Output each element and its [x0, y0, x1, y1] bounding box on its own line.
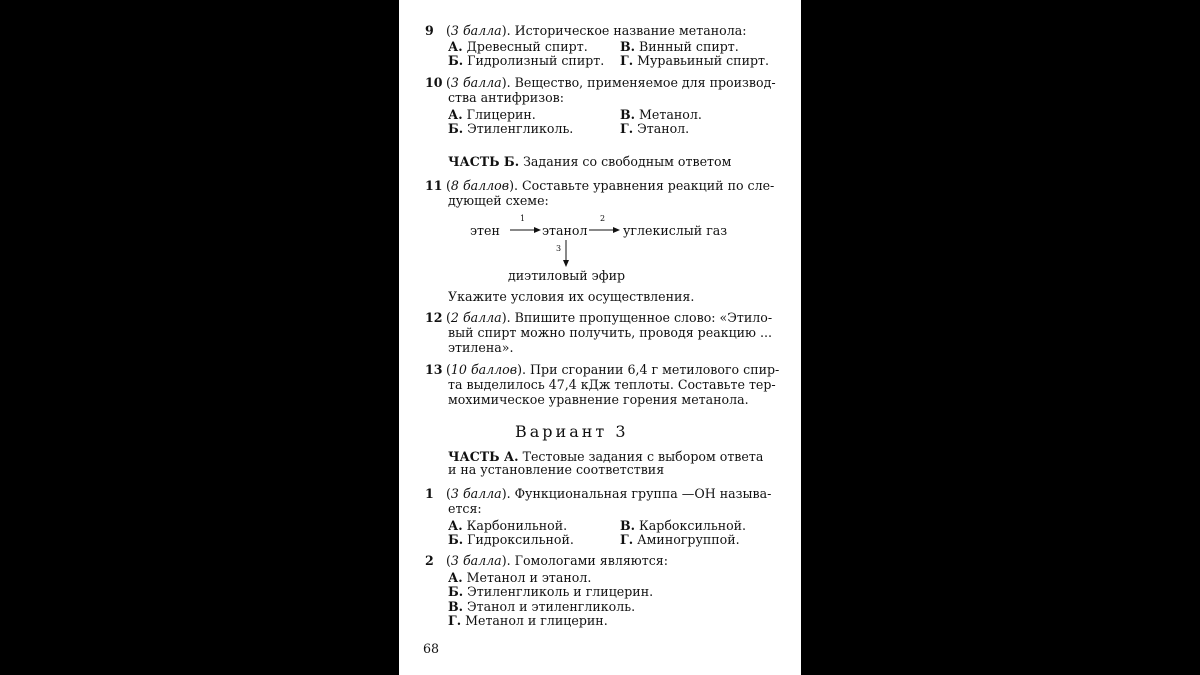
book-page [399, 0, 801, 675]
option-g: Г. Муравьиный спирт. [620, 53, 769, 68]
scheme-ethene: этен [470, 223, 500, 238]
question-9 [425, 23, 434, 38]
scheme-arrow-1 [510, 226, 542, 234]
question-12-text: (2 балла). Впишите пропущенное слово: «Этило- [446, 310, 773, 325]
scheme-arrow-2 [589, 226, 621, 234]
scheme-step-2: 2 [600, 214, 606, 223]
option-g: Г. Этанол. [620, 121, 690, 136]
question-10-text-2: ства антифризов: [448, 90, 564, 105]
question-11-text: (8 баллов). Составьте уравнения реакций по сле- [446, 178, 775, 193]
scheme-co2: углекислый газ [623, 223, 728, 238]
scheme-ether: диэтиловый эфир [508, 268, 626, 283]
option-g: Г. Аминогруппой. [620, 532, 740, 547]
page-number: 68 [423, 641, 440, 656]
points: 3 балла [450, 23, 502, 38]
question-10 [425, 75, 443, 90]
option-a: А. Глицерин. [448, 107, 536, 122]
question-10-text: (3 балла). Вещество, применяемое для производ- [446, 75, 776, 90]
part-a-heading-2: и на установление соответствия [448, 462, 665, 477]
option-v: В. Карбоксильной. [620, 518, 747, 533]
question-12-text-2: вый спирт можно получить, проводя реакцию ... [448, 325, 773, 340]
part-a-heading: ЧАСТЬ А. Тестовые задания с выбором ответа [448, 449, 764, 464]
question-9-text: (3 балла). Историческое название метанола: [446, 23, 747, 38]
option-v: В. Этанол и этиленгликоль. [448, 599, 636, 614]
question-13: 13 [425, 362, 443, 377]
question-11: 11 [425, 178, 443, 193]
question-13-text-2: та выделилось 47,4 кДж теплоты. Составьте тер- [448, 377, 776, 392]
v3-question-2-text: (3 балла). Гомологами являются: [446, 553, 668, 568]
question-12-text-3: этилена». [448, 340, 514, 355]
scheme-step-3: 3 [556, 244, 562, 253]
option-b: Б. Гидроксильной. [448, 532, 574, 547]
question-12: 12 [425, 310, 443, 325]
question-11-text-2: дующей схеме: [448, 193, 549, 208]
scheme-step-1: 1 [520, 214, 526, 223]
question-13-text-3: мохимическое уравнение горения метанола. [448, 392, 749, 407]
option-b: Б. Этиленгликоль и глицерин. [448, 584, 654, 599]
option-a: А. Метанол и этанол. [448, 570, 592, 585]
option-g: Г. Метанол и глицерин. [448, 613, 608, 628]
scheme-ethanol: этанол [542, 223, 588, 238]
option-b: Б. Гидролизный спирт. [448, 53, 605, 68]
question-11-note: Укажите условия их осуществления. [448, 289, 695, 304]
v3-question-1-text-2: ется: [448, 501, 482, 516]
question-text: ). Историческое название метанола: [501, 23, 747, 38]
option-v: В. Винный спирт. [620, 39, 739, 54]
v3-question-1: 1 [425, 486, 434, 501]
question-number: 10 [425, 75, 443, 90]
option-b: Б. Этиленгликоль. [448, 121, 574, 136]
question-13-text: (10 баллов). При сгорании 6,4 г метилового спир- [446, 362, 780, 377]
question-number: 9 [425, 23, 434, 38]
option-v: В. Метанол. [620, 107, 702, 122]
part-b-heading: ЧАСТЬ Б. Задания со свободным ответом [448, 154, 732, 169]
variant-title: Вариант 3 [515, 422, 629, 441]
v3-question-2: 2 [425, 553, 434, 568]
v3-question-1-text: (3 балла). Функциональная группа —ОН называ- [446, 486, 772, 501]
option-a: А. Карбонильной. [448, 518, 568, 533]
option-a: А. Древесный спирт. [448, 39, 588, 54]
scheme-arrow-3 [562, 240, 570, 268]
